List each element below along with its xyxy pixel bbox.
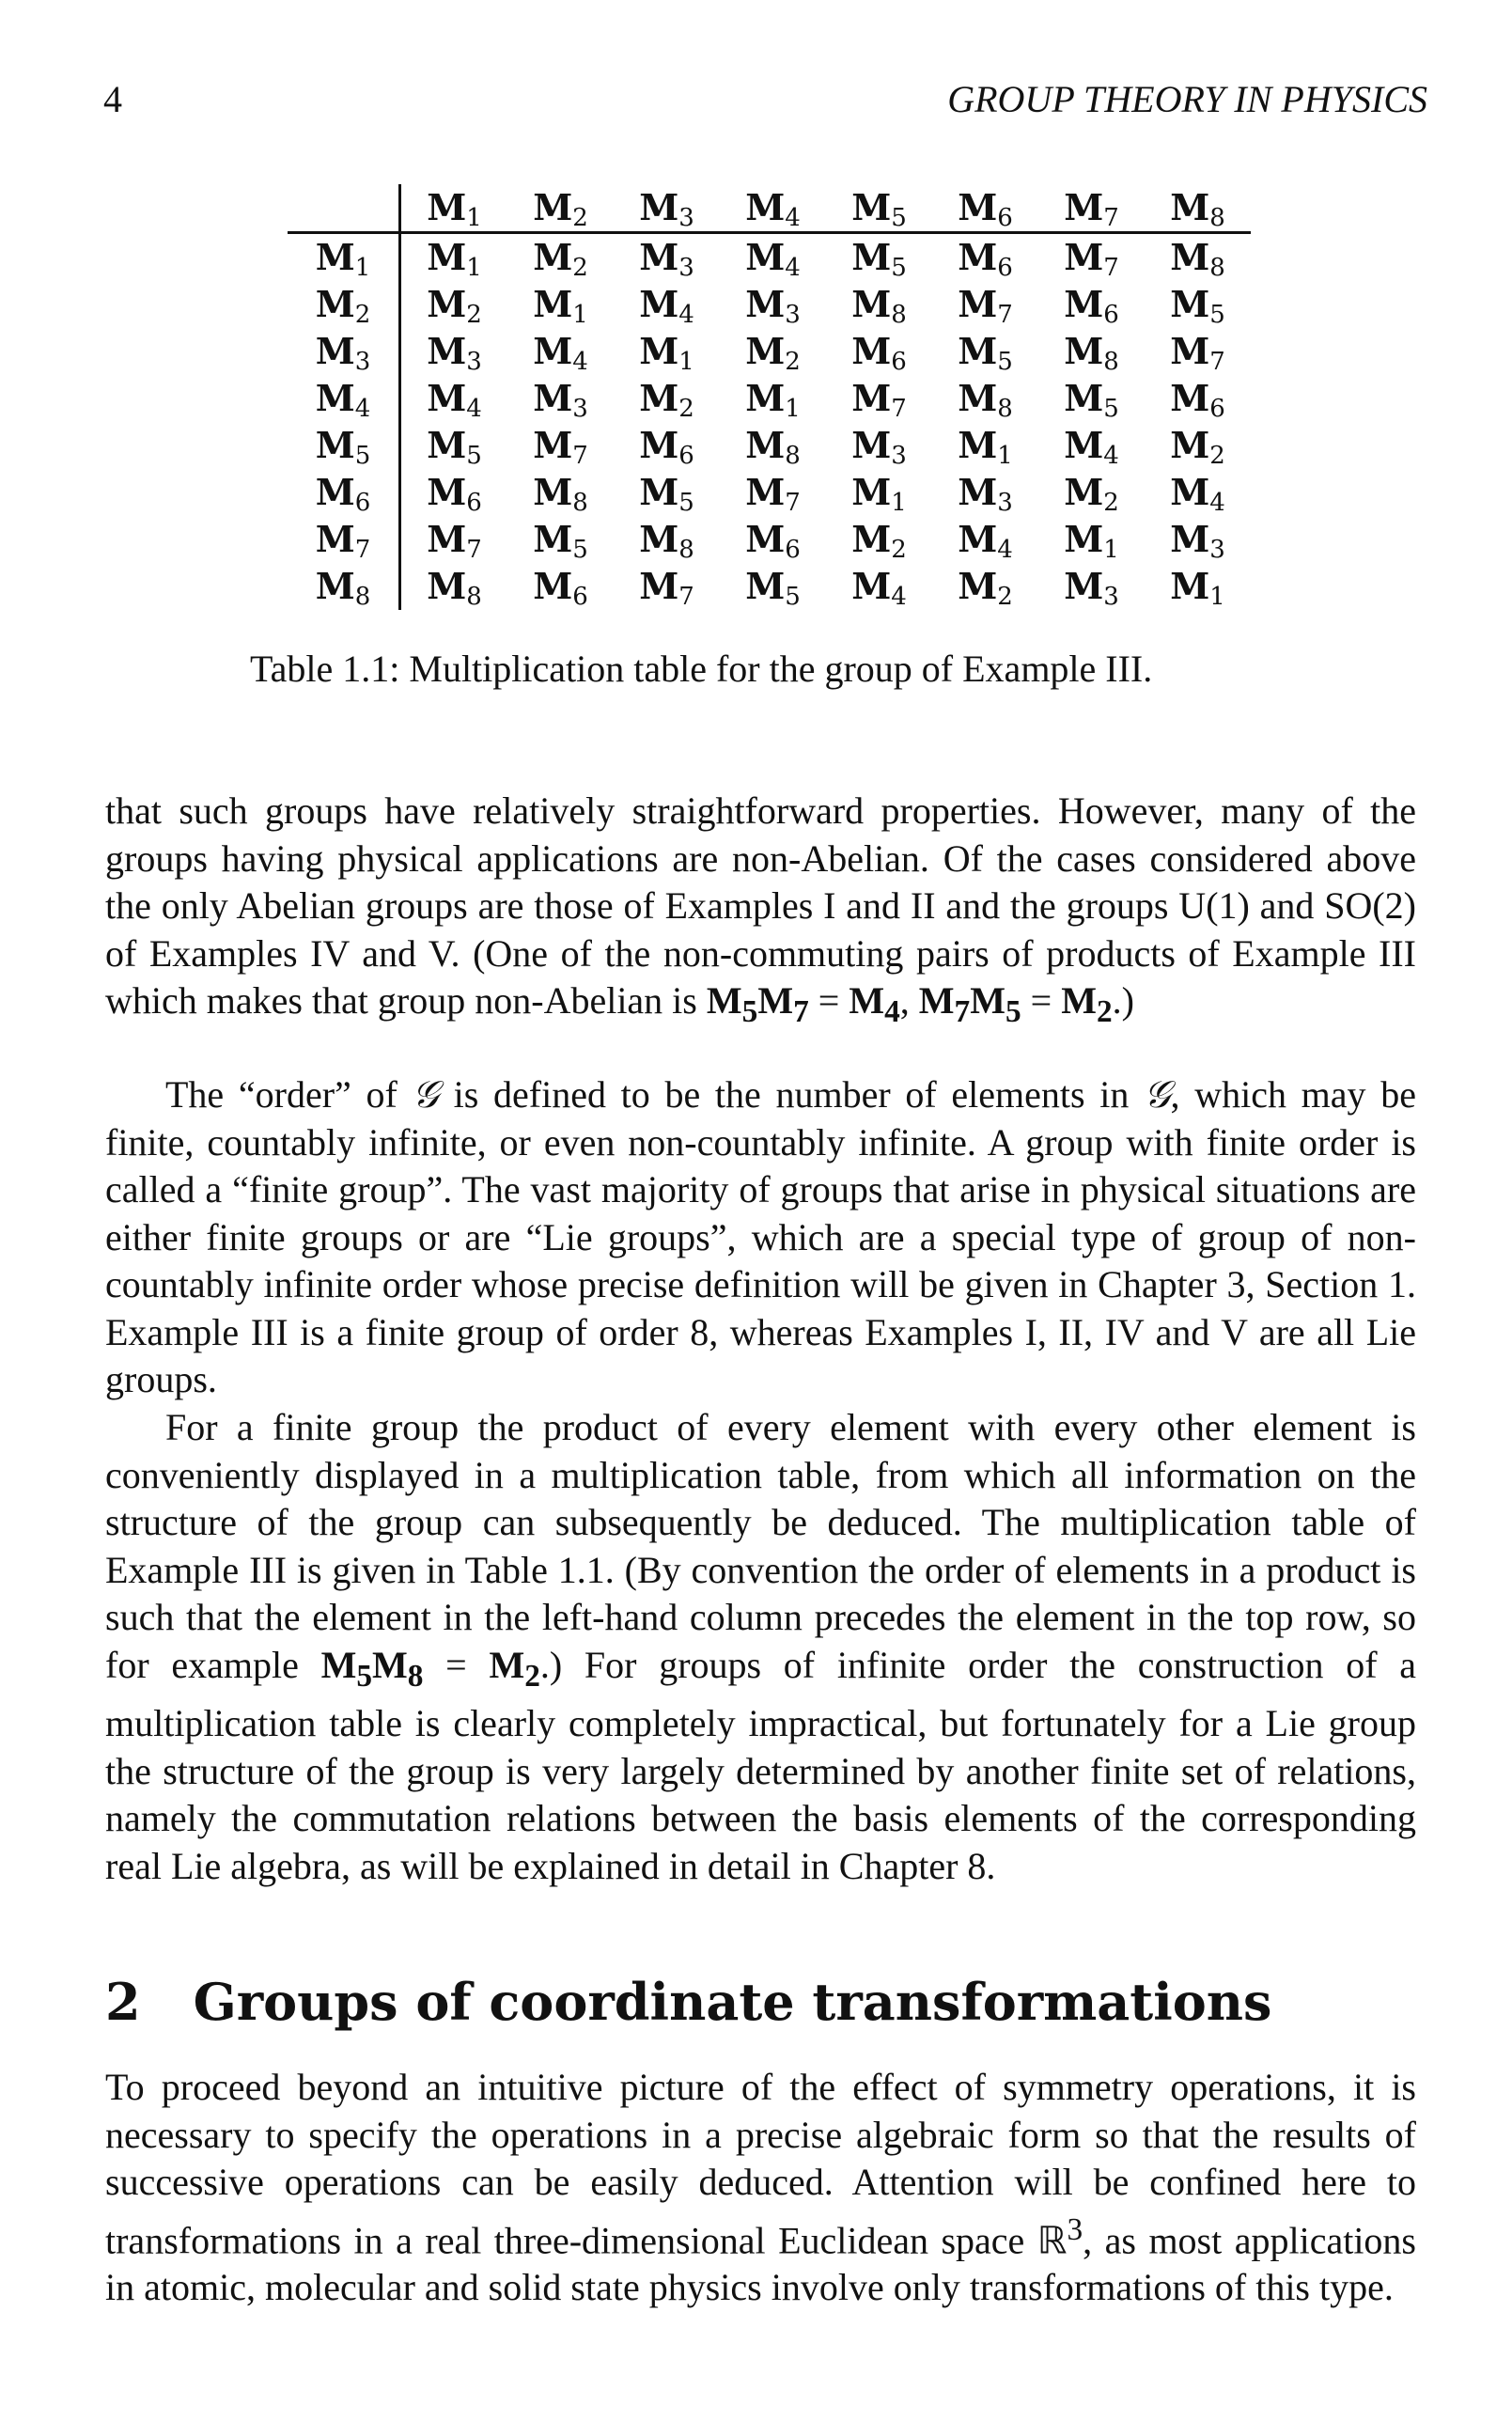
running-title: GROUP THEORY IN PHYSICS: [947, 78, 1427, 120]
table-caption: Table 1.1: Multiplication table for the group of Example III.: [250, 648, 1153, 690]
column-header: $M_7$: [1038, 184, 1145, 233]
table-cell: $M_6$: [1170, 377, 1225, 423]
column-header: $M_4$: [720, 184, 826, 233]
table-cell: $M_3$: [639, 236, 694, 282]
paragraph-finite-group: For a finite group the product of every element with every other element is conveniently displayed in a multiplication table, from which all information on the structure of the group can subsequently be deduced. The multiplication table of Example III is given in Table 1.1. (By convention the order of elements in a product is such that the element in the left-hand column precedes the element in the top row, so for example $M_5M_8 = M_2$.) For groups of infinite order the construction of a multiplication table is clearly completely impractical, but fortunately for a Lie group the structure of the group is very largely determined by another finite set of relations, namely the commutation relations between the basis elements of the corresponding real Lie algebra, as will be explained in detail in Chapter 8.: [105, 1406, 1416, 1887]
table-row: [288, 516, 1251, 563]
table-cell: $M_8$: [639, 518, 694, 564]
table-cell: $M_8$: [851, 283, 907, 329]
row-header: $M_4$: [288, 375, 400, 422]
table-cell: $M_3$: [745, 283, 801, 329]
table-cell: $M_1$: [1064, 518, 1119, 564]
row-header: $M_2$: [288, 281, 400, 328]
table-cell: $M_6$: [533, 565, 588, 611]
section-heading: [105, 1972, 1271, 2032]
table-cell: $M_8$: [958, 377, 1013, 423]
table-cell: $M_6$: [1064, 283, 1119, 329]
table-cell: $M_5$: [745, 565, 801, 611]
section-number: 2: [105, 1972, 141, 2032]
paragraph-coordinate-transformations: To proceed beyond an intuitive picture of the effect of symmetry operations, it is necessary to specify the operations in a precise algebraic form so that the results of successive operations can be easily deduced. Attention will be confined here to transformations in a real three-dimensional Euclidean space ℝ$^3$, as most applications in atomic, molecular and solid state physics involve only transformations of this type.: [105, 2066, 1416, 2309]
table-cell: $M_8$: [427, 565, 482, 611]
table-cell: $M_4$: [427, 377, 482, 423]
table-cell: $M_6$: [427, 471, 482, 517]
table-cell: $M_4$: [533, 330, 588, 376]
table-row: [288, 563, 1251, 610]
row-header: $M_7$: [288, 516, 400, 563]
table-cell: $M_1$: [639, 330, 694, 376]
column-header: $M_1$: [400, 184, 508, 233]
table-cell: $M_8$: [533, 471, 588, 517]
table-cell: $M_8$: [1064, 330, 1119, 376]
table-cell: $M_2$: [533, 236, 588, 282]
multiplication-table: [288, 184, 1251, 610]
table-cell: $M_4$: [745, 236, 801, 282]
table-cell: $M_2$: [1170, 424, 1225, 470]
table-cell: $M_3$: [851, 424, 907, 470]
table-row: [288, 469, 1251, 516]
table-body: [288, 233, 1251, 611]
table-cell: $M_4$: [639, 283, 694, 329]
table-cell: $M_8$: [1170, 236, 1225, 282]
table-row: [288, 233, 1251, 282]
table-cell: $M_7$: [851, 377, 907, 423]
table-cell: $M_3$: [1170, 518, 1225, 564]
table-cell: $M_2$: [1064, 471, 1119, 517]
row-header: $M_6$: [288, 469, 400, 516]
table-cell: $M_2$: [427, 283, 482, 329]
table-cell: $M_2$: [851, 518, 907, 564]
table-cell: $M_3$: [958, 471, 1013, 517]
table-cell: $M_5$: [533, 518, 588, 564]
row-header: $M_1$: [288, 233, 400, 282]
table-cell: $M_5$: [958, 330, 1013, 376]
table-cell: $M_4$: [1170, 471, 1225, 517]
row-header: $M_8$: [288, 563, 400, 610]
row-header: $M_5$: [288, 422, 400, 469]
table-cell: $M_3$: [427, 330, 482, 376]
table-cell: $M_7$: [1064, 236, 1119, 282]
page-number: 4: [103, 78, 122, 120]
page-header: [103, 77, 1427, 124]
table-cell: $M_3$: [1064, 565, 1119, 611]
table-cell: $M_7$: [745, 471, 801, 517]
paragraph-abelian: that such groups have relatively straightforward properties. However, many of the groups having physical applications are non-Abelian. Of the cases considered above the only Abelian groups are those of Examples I and II and the groups U(1) and SO(2) of Examples IV and V. (One of the non-commuting pairs of products of Example III which makes that group non-Abelian is $M_5M_7 = M_4$, $M_7M_5 = M_2$.): [105, 789, 1416, 1029]
column-header: $M_5$: [826, 184, 932, 233]
table-row: [288, 328, 1251, 375]
column-header: $M_6$: [932, 184, 1038, 233]
table-row: [288, 281, 1251, 328]
table-cell: $M_7$: [958, 283, 1013, 329]
table-row: [288, 422, 1251, 469]
table-cell: $M_7$: [427, 518, 482, 564]
column-header: $M_2$: [507, 184, 614, 233]
table-cell: $M_1$: [958, 424, 1013, 470]
table-corner: [288, 184, 400, 233]
table-cell: $M_5$: [1170, 283, 1225, 329]
table-cell: $M_1$: [745, 377, 801, 423]
table-cell: $M_5$: [427, 424, 482, 470]
section-title: Groups of coordinate transformations: [193, 1972, 1272, 2032]
table-cell: $M_7$: [639, 565, 694, 611]
table-cell: $M_4$: [958, 518, 1013, 564]
table-cell: $M_8$: [745, 424, 801, 470]
table-cell: $M_5$: [639, 471, 694, 517]
table-cell: $M_1$: [1170, 565, 1225, 611]
table-header-row: [288, 184, 1251, 233]
row-header: $M_3$: [288, 328, 400, 375]
table-cell: $M_2$: [958, 565, 1013, 611]
table-cell: $M_1$: [427, 236, 482, 282]
table-cell: $M_2$: [639, 377, 694, 423]
table-cell: $M_4$: [1064, 424, 1119, 470]
table-cell: $M_6$: [958, 236, 1013, 282]
table-cell: $M_3$: [533, 377, 588, 423]
table-cell: $M_6$: [639, 424, 694, 470]
table-cell: $M_1$: [533, 283, 588, 329]
paragraph-order: The “order” of 𝒢 is defined to be the number of elements in 𝒢, which may be finite, countably infinite, or even non-countably infinite. A group with finite order is called a “finite group”. The vast majority of groups that arise in physical situations are either finite groups or are “Lie groups”, which are a special type of group of non-countably infinite order whose precise definition will be given in Chapter 3, Section 1. Example III is a finite group of order 8, whereas Examples I, II, IV and V are all Lie groups.: [105, 1073, 1416, 1400]
table-cell: $M_7$: [533, 424, 588, 470]
table-cell: $M_2$: [745, 330, 801, 376]
table-cell: $M_6$: [745, 518, 801, 564]
column-header: $M_8$: [1145, 184, 1251, 233]
table-cell: $M_5$: [1064, 377, 1119, 423]
table-cell: $M_7$: [1170, 330, 1225, 376]
table-cell: $M_1$: [851, 471, 907, 517]
column-header: $M_3$: [614, 184, 720, 233]
table-cell: $M_4$: [851, 565, 907, 611]
table-cell: $M_5$: [851, 236, 907, 282]
table-row: [288, 375, 1251, 422]
table-cell: $M_6$: [851, 330, 907, 376]
